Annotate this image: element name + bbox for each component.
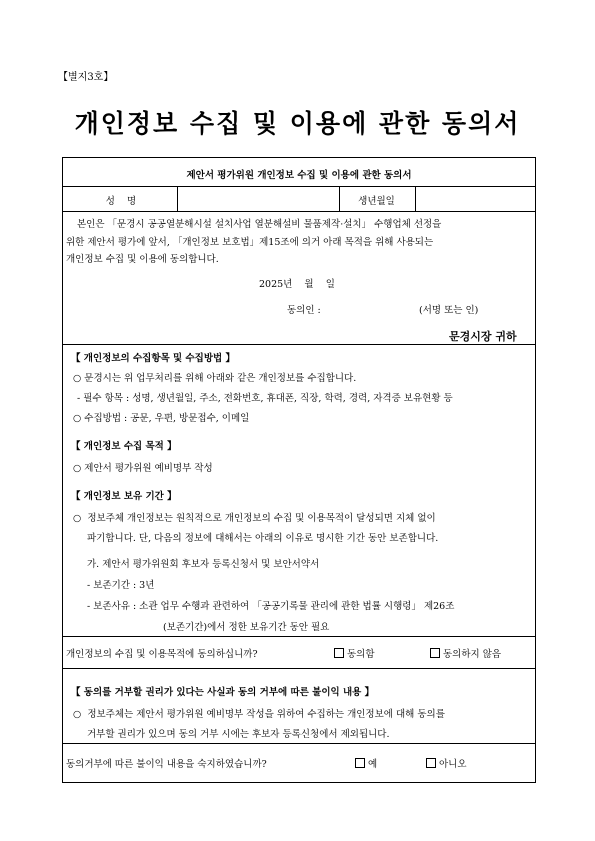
signer-label: 동의인 : [287,305,321,316]
section-heading: 【 개인정보의 수집항목 및 수집방법 】 [71,353,236,364]
checkbox-icon[interactable] [355,758,365,768]
section-text-line: - 보존사유 : 소관 업무 수행과 관련하여 「공공기록물 관리에 관한 법률 시행령」 제26조 [87,601,455,612]
agree-checkbox[interactable] [334,646,375,660]
section-text-line: 거부할 권리가 있으며 동의 거부 시에는 후보자 등록신청에서 제외됩니다. [87,729,390,740]
section-text-line: ○ 제안서 평가위원 예비명부 작성 [73,463,213,474]
section-text-line: - 보존기간 : 3년 [87,580,155,591]
acknowledge-question: 동의거부에 따른 불이익 내용을 숙지하였습니까? [66,759,267,770]
yes-checkbox[interactable] [355,756,377,770]
no-checkbox[interactable] [426,756,467,770]
consent-text-line: 본인은 「문경시 공공열분해시설 설치사업 열분해설비 물품제작·설치」 수행업체 선정을 [77,219,442,230]
form-number-label: 【별지3호】 [58,72,114,83]
table-title: 제안서 평가위원 개인정보 수집 및 이용에 관한 동의서 [186,170,412,181]
consent-text-line: 개인정보 수집 및 이용에 동의합니다. [66,254,219,265]
checkbox-icon[interactable] [426,758,436,768]
consent-question: 개인정보의 수집 및 이용목적에 동의하십니까? [66,649,258,660]
checkbox-icon[interactable] [334,648,344,658]
addressee: 문경시장 귀하 [449,330,517,343]
signature-hint: (서명 또는 인) [419,305,479,316]
section-text-line: ○ 문경시는 위 업무처리를 위해 아래와 같은 개인정보를 수집합니다. [73,373,357,384]
section-text-line: (보존기간)에서 정한 보유기간 동안 필요 [163,622,330,633]
disagree-checkbox[interactable] [430,646,501,660]
section-heading: 【 동의를 거부할 권리가 있다는 사실과 동의 거부에 따른 불이익 내용 】 [71,687,375,698]
section-heading: 【 개인정보 수집 목적 】 [71,441,177,452]
consent-text-line: 위한 제안서 평가에 앞서, 「개인정보 보호법」제15조에 의거 아래 목적을 위해 사용되는 [66,237,434,248]
disagree-label: 동의하지 않음 [443,649,502,660]
page-title: 개인정보 수집 및 이용에 관한 동의서 [74,109,521,138]
section-text-line: ○ 정보주체는 제안서 평가위원 예비명부 작성을 위하여 수집하는 개인정보에 대해 동의를 [73,709,445,720]
section-text-line: 가. 제안서 평가위원회 후보자 등록신청서 및 보안서약서 [87,559,320,570]
section-text-line: 파기합니다. 단, 다음의 정보에 대해서는 아래의 이유로 명시한 기간 동안 보존합니다. [87,533,439,544]
name-field[interactable] [178,187,338,211]
yes-label: 예 [368,759,378,770]
section-text-line: ○ 수집방법 : 공문, 우편, 방문접수, 이메일 [73,413,250,424]
checkbox-icon[interactable] [430,648,440,658]
section-text-line: ○ 정보주체 개인정보는 원칙적으로 개인정보의 수집 및 이용목적이 달성되면 지체 없이 [73,513,436,524]
consent-form-table [62,157,536,783]
section-text-line: - 필수 항목 : 성명, 생년월일, 주소, 전화번호, 휴대폰, 직장, 학력, 경력, 자격증 보유현황 등 [77,393,453,404]
birth-date-field[interactable] [416,187,534,211]
section-heading: 【 개인정보 보유 기간 】 [71,491,177,502]
birth-date-label: 생년월일 [358,196,395,207]
date-line: 2025년 월 일 [259,279,335,290]
name-label: 성 명 [105,196,137,207]
no-label: 아니오 [439,759,467,770]
agree-label: 동의함 [347,649,375,660]
